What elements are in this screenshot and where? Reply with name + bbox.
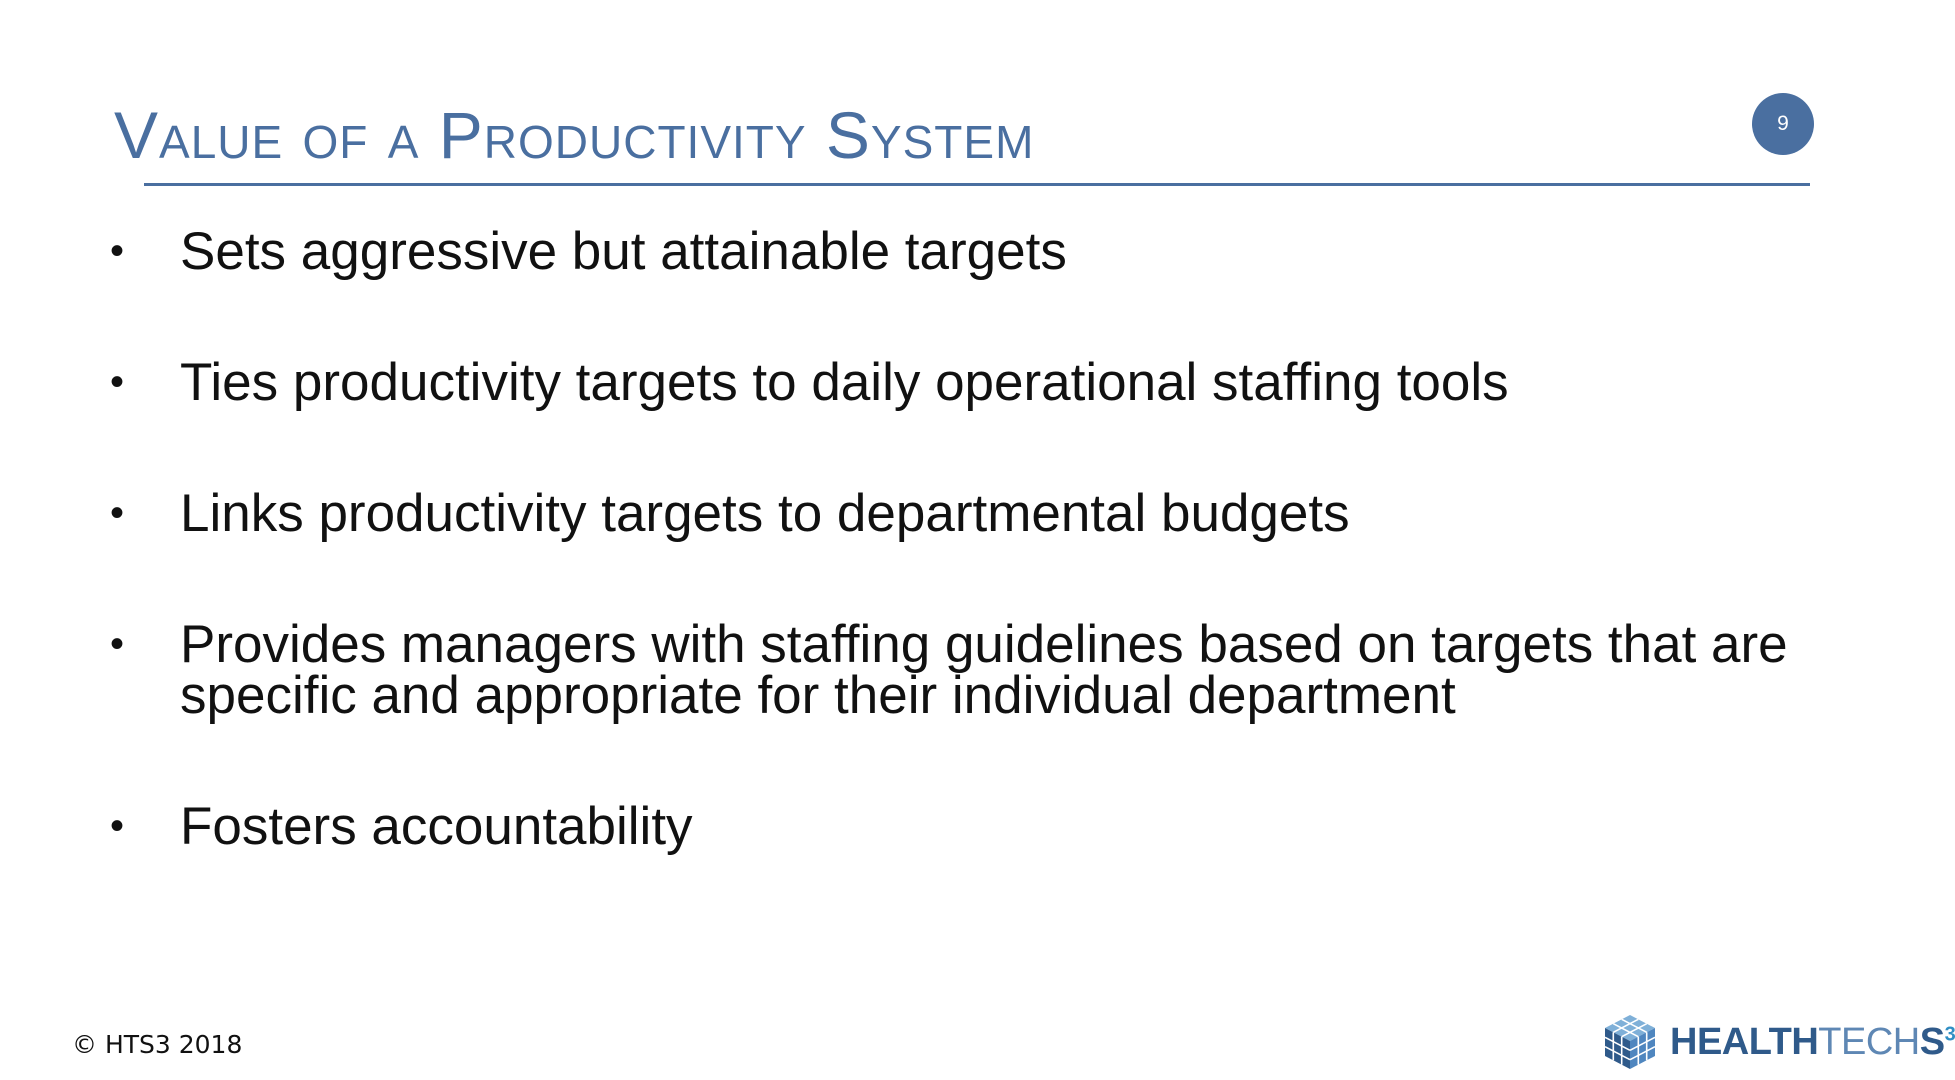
cube-grid-icon [1600,1012,1660,1072]
bullet-icon: • [110,491,125,535]
bullet-icon: • [110,804,125,848]
bullet-icon: • [110,622,125,666]
bullet-icon: • [110,229,125,273]
logo-wordmark [1670,1023,1955,1061]
bullet-item [110,222,1810,281]
company-logo [1600,1012,1955,1072]
bullet-item [110,797,1810,856]
bullet-text: Links productivity targets to departmental budgets [180,484,1350,543]
bullet-text: Fosters accountability [180,797,693,856]
bullet-item [110,615,1810,725]
bullet-list [110,222,1810,932]
bullet-item [110,484,1810,543]
copyright-text: © HTS3 2018 [72,1030,243,1059]
title-divider [144,183,1810,186]
bullet-text: Sets aggressive but attainable targets [180,222,1067,281]
page-number-badge: 9 [1752,93,1814,155]
bullet-icon: • [110,360,125,404]
logo-superscript: 3 [1944,1023,1955,1046]
bullet-text: Provides managers with staffing guidelines based on targets that are specific and appropriate for their individual department [180,615,1788,725]
bullet-text: Ties productivity targets to daily operational staffing tools [180,353,1509,412]
bullet-item [110,353,1810,412]
logo-tech-text: TECH [1818,1021,1920,1063]
logo-s-text: S [1919,1021,1945,1063]
slide-title: Value of a Productivity System [114,98,1035,172]
logo-health-text: HEALTH [1670,1021,1819,1063]
